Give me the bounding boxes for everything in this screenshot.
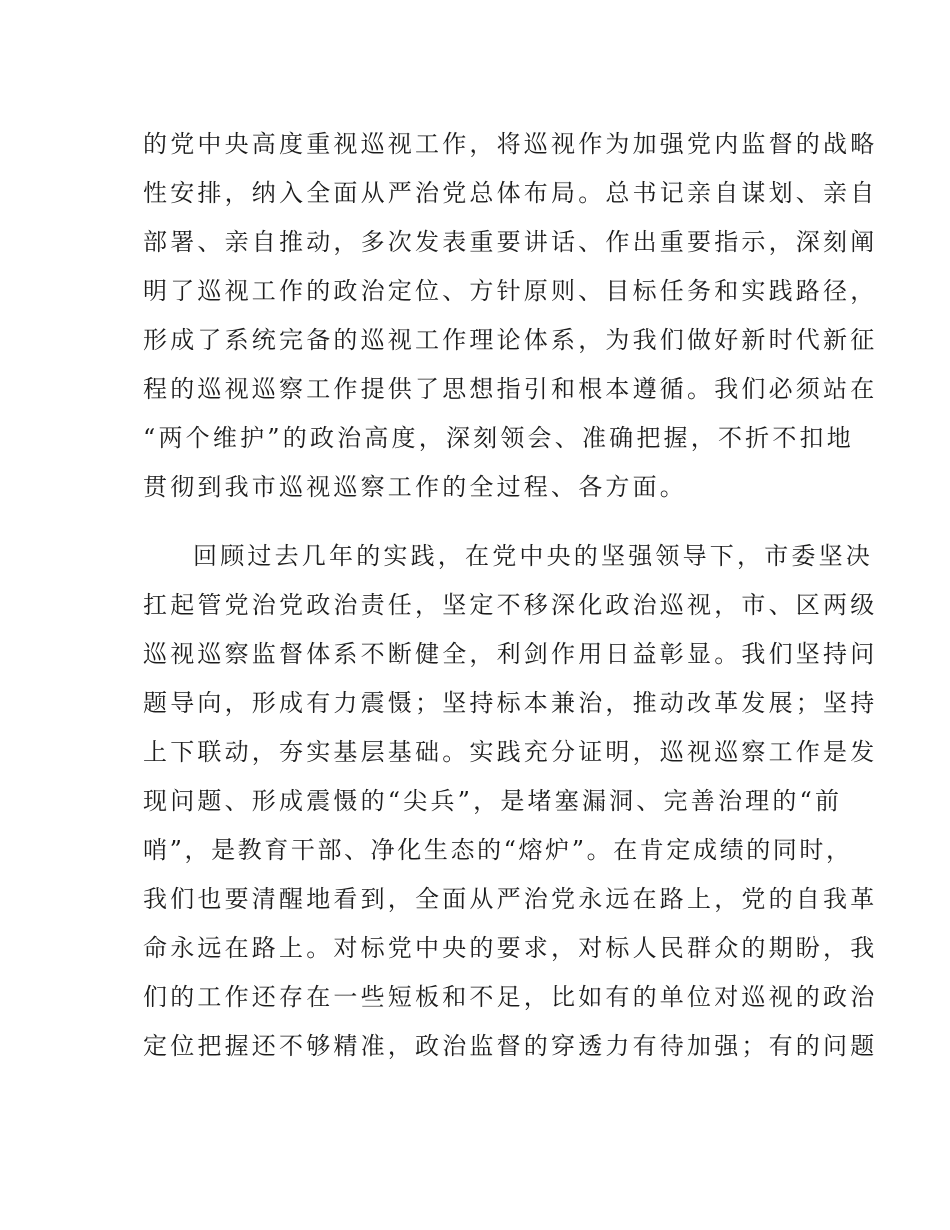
paragraph-2-line-8: 我们也要清醒地看到，全面从严治党永远在路上，党的自我革	[143, 885, 878, 913]
paragraph-2-line-9: 命永远在路上。对标党中央的要求，对标人民群众的期盼，我	[143, 934, 878, 962]
paragraph-1-line-8: 贯彻到我市巡视巡察工作的全过程、各方面。	[143, 473, 687, 501]
paragraph-1-line-6: 程的巡视巡察工作提供了思想指引和根本遵循。我们必须站在	[143, 375, 878, 403]
paragraph-1-line-3: 部署、亲自推动，多次发表重要讲话、作出重要指示，深刻阐	[143, 228, 878, 256]
paragraph-2-line-4: 题导向，形成有力震慑；坚持标本兼治，推动改革发展；坚持	[143, 689, 878, 717]
paragraph-2-line-5: 上下联动，夯实基层基础。实践充分证明，巡视巡察工作是发	[143, 738, 878, 766]
paragraph-1-line-5: 形成了系统完备的巡视工作理论体系，为我们做好新时代新征	[143, 326, 878, 354]
paragraph-2-line-7: 哨”，是教育干部、净化生态的“熔炉”。在肯定成绩的同时，	[143, 836, 853, 864]
paragraph-1-line-1: 的党中央高度重视巡视工作，将巡视作为加强党内监督的战略	[143, 130, 878, 158]
paragraph-2-line-3: 巡视巡察监督体系不断健全，利剑作用日益彰显。我们坚持问	[143, 640, 878, 668]
paragraph-2-line-1: 回顾过去几年的实践，在党中央的坚强领导下，市委坚决	[193, 542, 873, 570]
paragraph-2-line-6: 现问题、形成震慑的“尖兵”，是堵塞漏洞、完善治理的“前	[143, 787, 843, 815]
paragraph-2-line-10: 们的工作还存在一些短板和不足，比如有的单位对巡视的政治	[143, 983, 878, 1011]
paragraph-1-line-4: 明了巡视工作的政治定位、方针原则、目标任务和实践路径，	[143, 277, 878, 305]
paragraph-2-line-2: 扛起管党治党政治责任，坚定不移深化政治巡视，市、区两级	[143, 591, 878, 619]
paragraph-1-line-7: “两个维护”的政治高度，深刻领会、准确把握，不折不扣地	[143, 424, 854, 452]
paragraph-2-line-11: 定位把握还不够精准，政治监督的穿透力有待加强；有的问题	[143, 1032, 878, 1060]
paragraph-1-line-2: 性安排，纳入全面从严治党总体布局。总书记亲自谋划、亲自	[143, 179, 878, 207]
